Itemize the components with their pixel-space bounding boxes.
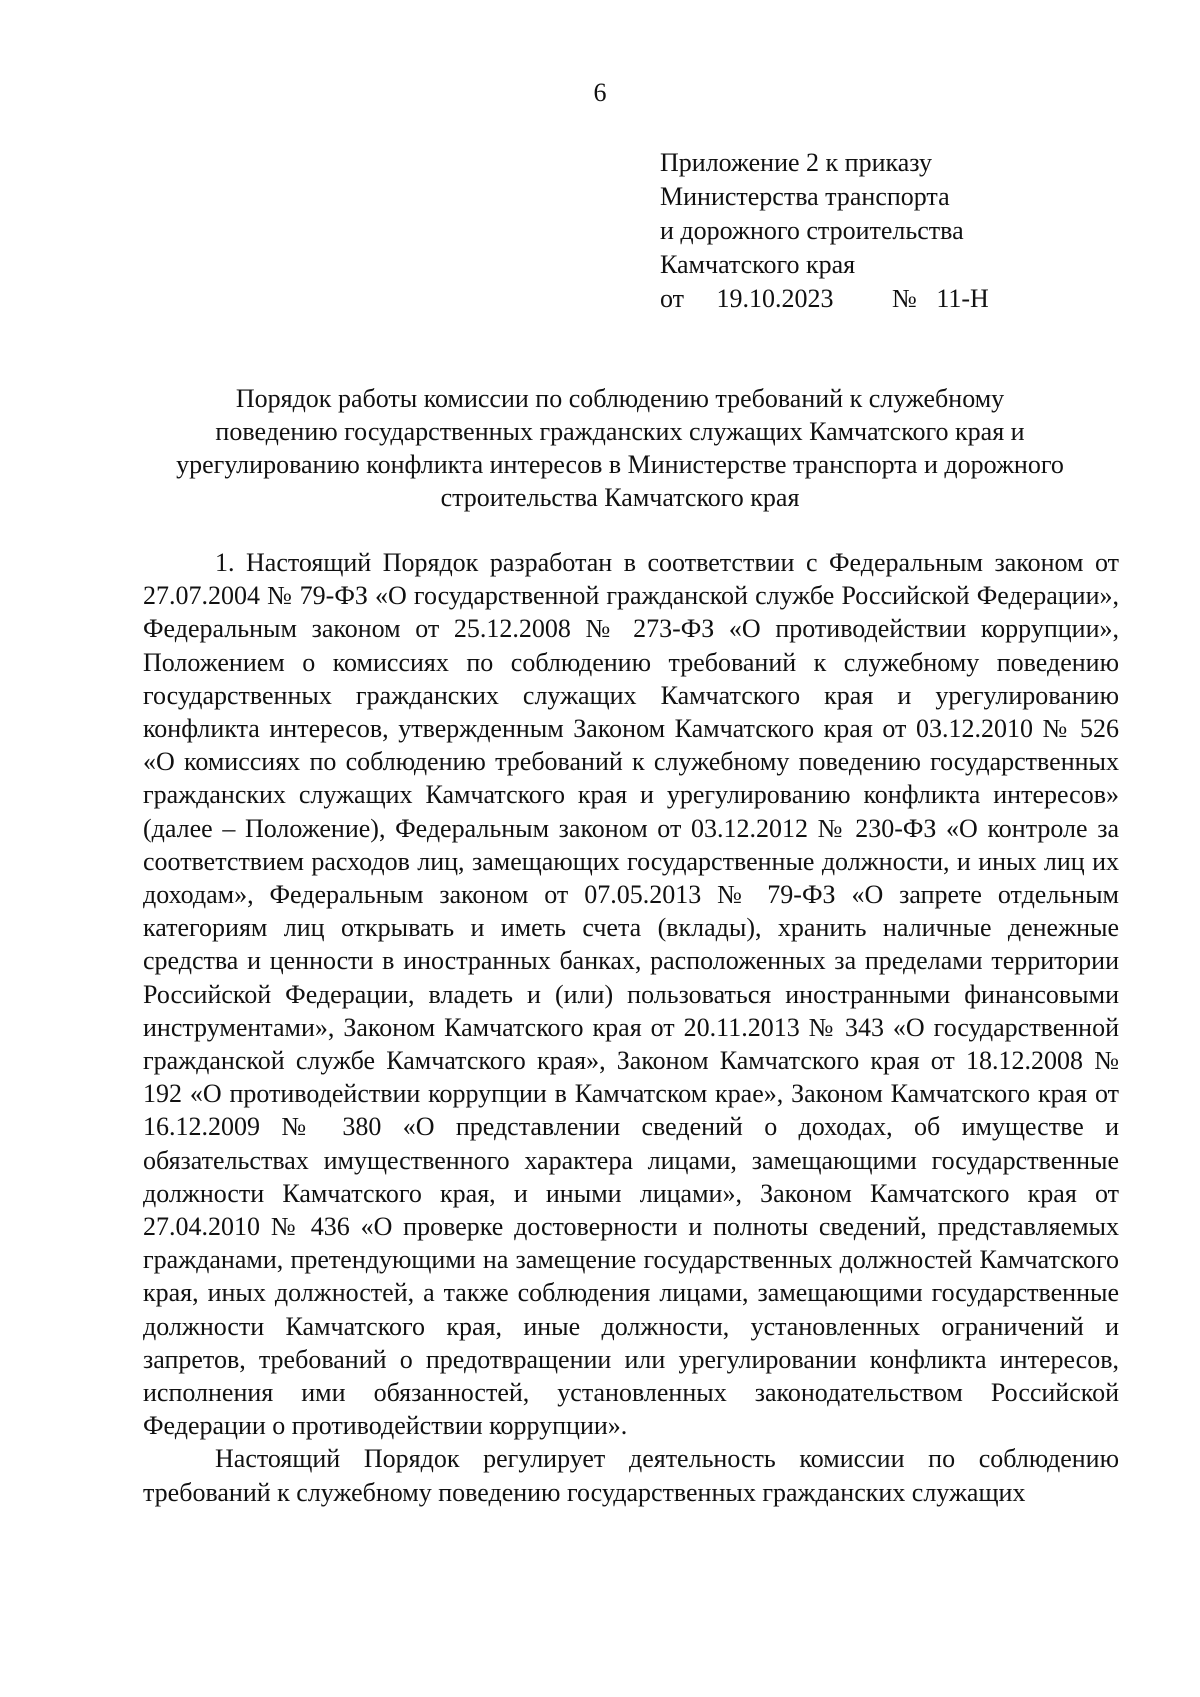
appendix-block: [660, 146, 1120, 316]
appendix-line-4: Камчатского края: [660, 250, 856, 279]
title-line-2: поведению государственных гражданских служащих Камчатского края и: [215, 417, 1025, 446]
document-body: [143, 546, 1119, 1509]
title-line-3: урегулированию конфликта интересов в Министерстве транспорта и дорожного: [176, 450, 1064, 479]
appendix-line-1: Приложение 2 к приказу: [660, 148, 933, 177]
paragraph-1: 1. Настоящий Порядок разработан в соответствии с Федеральным законом от 27.07.2004 № 79-ФЗ «О государственной гражданской службе Российской Федерации», Федеральным законом от 25.12.2008 № 273-ФЗ «О противодействии коррупции», Положением о комиссиях по соблюдению требований к служебному поведению государственных гражданских служащих Камчатского края и урегулированию конфликта интересов, утвержденным Законом Камчатского края от 03.12.2010 № 526 «О комиссиях по соблюдению требований к служебному поведению государственных гражданских служащих Камчатского края и урегулированию конфликта интересов» (далее – Положение), Федеральным законом от 03.12.2012 № 230-ФЗ «О контроле за соответствием расходов лиц, замещающих государственные должности, и иных лиц их доходам», Федеральным законом от 07.05.2013 № 79-ФЗ «О запрете отдельным категориям лиц открывать и иметь счета (вклады), хранить наличные денежные средства и ценности в иностранных банках, расположенных за пределами территории Российской Федерации, владеть и (или) пользоваться иностранными финансовыми инструментами», Законом Камчатского края от 20.11.2013 № 343 «О государственной гражданской службе Камчатского края», Законом Камчатского края от 18.12.2008 № 192 «О противодействии коррупции в Камчатском крае», Законом Камчатского края от 16.12.2009 № 380 «О представлении сведений о доходах, об имуществе и обязательствах имущественного характера лицами, замещающими государственные должности Камчатского края, и иными лицами», Законом Камчатского края от 27.04.2010 № 436 «О проверке достоверности и полноты сведений, представляемых гражданами, претендующими на замещение государственных должностей Камчатского края, иных должностей, а также соблюдения лицами, замещающими государственные должности Камчатского края, иные должности, установленных ограничений и запретов, требований о предотвращении или урегулировании конфликта интересов, исполнения ими обязанностей, установленных законодательством Российской Федерации о противодействии коррупции».: [143, 548, 1119, 1441]
document-title: [130, 382, 1110, 514]
appendix-line-3: и дорожного строительства: [660, 216, 964, 245]
paragraph-2: Настоящий Порядок регулирует деятельность комиссии по соблюдению требований к служебному поведению государственных гражданских служащих: [143, 1444, 1119, 1507]
title-line-4: строительства Камчатского края: [440, 483, 800, 512]
appendix-line-2: Министерства транспорта: [660, 182, 950, 211]
title-line-1: Порядок работы комиссии по соблюдению требований к служебному: [235, 384, 1005, 413]
appendix-date-line: [660, 282, 1120, 316]
from-label: от: [660, 284, 685, 313]
order-number: 11-Н: [936, 284, 989, 313]
number-label: №: [892, 284, 917, 313]
page-number: 6: [593, 78, 607, 107]
order-date: 19.10.2023: [716, 284, 834, 313]
